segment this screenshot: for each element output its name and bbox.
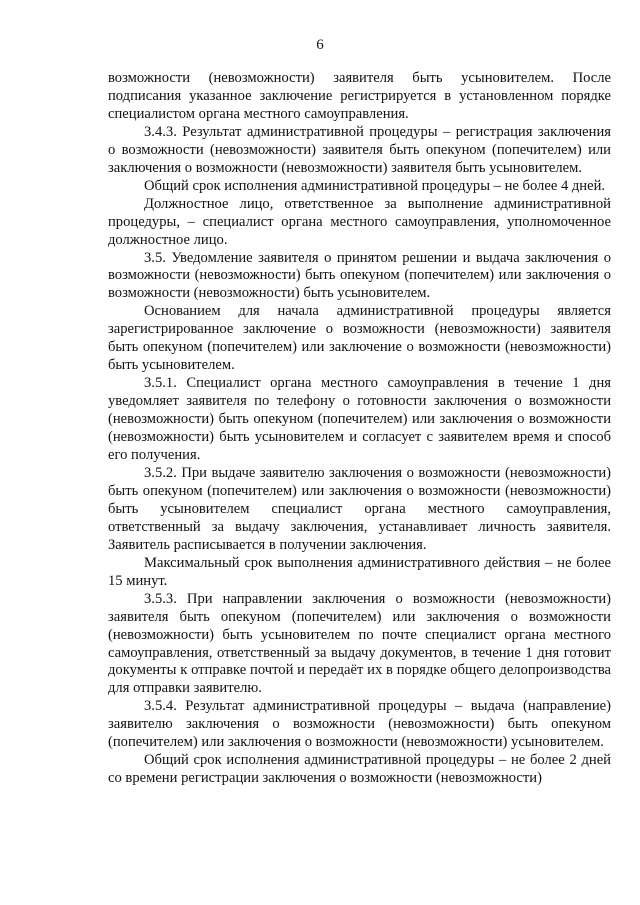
document-body [108,70,611,788]
paragraph: 3.5. Уведомление заявителя о принятом решении и выдача заключения о возможности (невозможности) быть опекуном (попечителем) или заключения о возможности (невозможности) быть усыновителем. [108,249,611,302]
paragraph: 3.5.3. При направлении заключения о возможности (невозможности) заявителя быть опекуном (попечителем) или заключения о возможности (невозможности) быть усыновителем по почте специалист органа местного самоуправления, ответственный за выдачу документов, в течение 1 дня готовит документы к отправке почтой и передаёт их в порядке общего делопроизводства для отправки заявителю. [108,590,611,697]
paragraph: 3.5.2. При выдаче заявителю заключения о возможности (невозможности) быть опекуном (попечителем) или заключения о возможности (невозможности) быть усыновителем специалист органа местного самоуправления, ответственный за выдачу заключения, устанавливает личность заявителя. Заявитель расписывается в получении заключения. [108,464,611,553]
paragraph: 3.4.3. Результат административной процедуры – регистрация заключения о возможности (невозможности) заявителя быть опекуном (попечителем) или заключения о возможности (невозможности) заявителя быть усыновителем. [108,123,611,176]
paragraph: 3.5.4. Результат административной процедуры – выдача (направление) заявителю заключения о возможности (невозможности) быть опекуном (попечителем) или заключения о возможности (невозможности) усыновителем. [108,698,611,751]
paragraph: Общий срок исполнения административной процедуры – не более 4 дней. [144,177,606,194]
paragraph: возможности (невозможности) заявителя быть усыновителем. После подписания указанное заключение регистрируется в установленном порядке специалистом органа местного самоуправления. [108,70,611,122]
paragraph: Общий срок исполнения административной процедуры – не более 2 дней со времени регистрации заключения о возможности (невозможности) [108,752,611,787]
page-number: 6 [316,37,324,53]
paragraph: Основанием для начала административной процедуры является зарегистрированное заключение о возможности (невозможности) заявителя быть опекуном (попечителем) или заключение о возможности (невозможности) быть усыновителем. [108,303,611,374]
paragraph: Должностное лицо, ответственное за выполнение административной процедуры, – специалист органа местного самоуправления, уполномоченное должностное лицо. [108,195,611,248]
paragraph: 3.5.1. Специалист органа местного самоуправления в течение 1 дня уведомляет заявителя по телефону о готовности заключения о возможности (невозможности) быть опекуном (попечителем) или заключения о возможности (невозможности) быть усыновителем и согласует с заявителем время и способ его получения. [108,375,611,464]
paragraph: Максимальный срок выполнения административного действия – не более 15 минут. [108,554,611,589]
